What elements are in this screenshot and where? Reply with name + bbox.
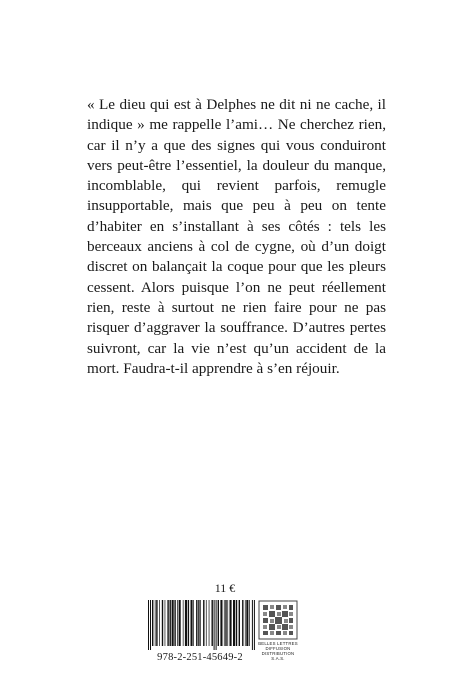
- barcode-graphic: [144, 600, 256, 652]
- barcode-block: [144, 600, 302, 668]
- logo-line-3: DISTRIBUTION: [261, 651, 295, 656]
- price-label: 11 €: [214, 581, 236, 595]
- logo-line-1: BELLES LETTRES: [258, 641, 298, 646]
- isbn-number: 978-2-251-45649-2: [157, 652, 243, 663]
- distributor-logo-text: [258, 641, 298, 661]
- logo-line-2: DIFFUSION: [265, 646, 291, 651]
- back-cover-blurb: « Le dieu qui est à Delphes ne dit ni ne cache, il indique » me rappelle l’ami… Ne cherchez rien, car il n’y a que des signes qui vous conduiront vers peut-être l’essentiel, la douleur du manque, incomblable, qui revient parfois, remugle insupportable, mais que peu à peu on tente d’habiter en s’installant à ses côtés : tels les berceaux anciens à col de cygne, où d’un doigt discret on balançait la coque pour que les pleurs cessent. Alors puisque l’on ne peut réellement rien, reste à surtout ne rien faire pour ne pas risquer d’aggraver la souffrance. D’autres pertes suivront, car la vie n’est qu’un accident de la mort. Faudra-t-il apprendre à s’en réjouir.: [87, 96, 386, 377]
- distributor-logo: [258, 600, 298, 666]
- distributor-logo-icon: [258, 600, 298, 640]
- logo-line-4: S.A.S.: [271, 656, 285, 661]
